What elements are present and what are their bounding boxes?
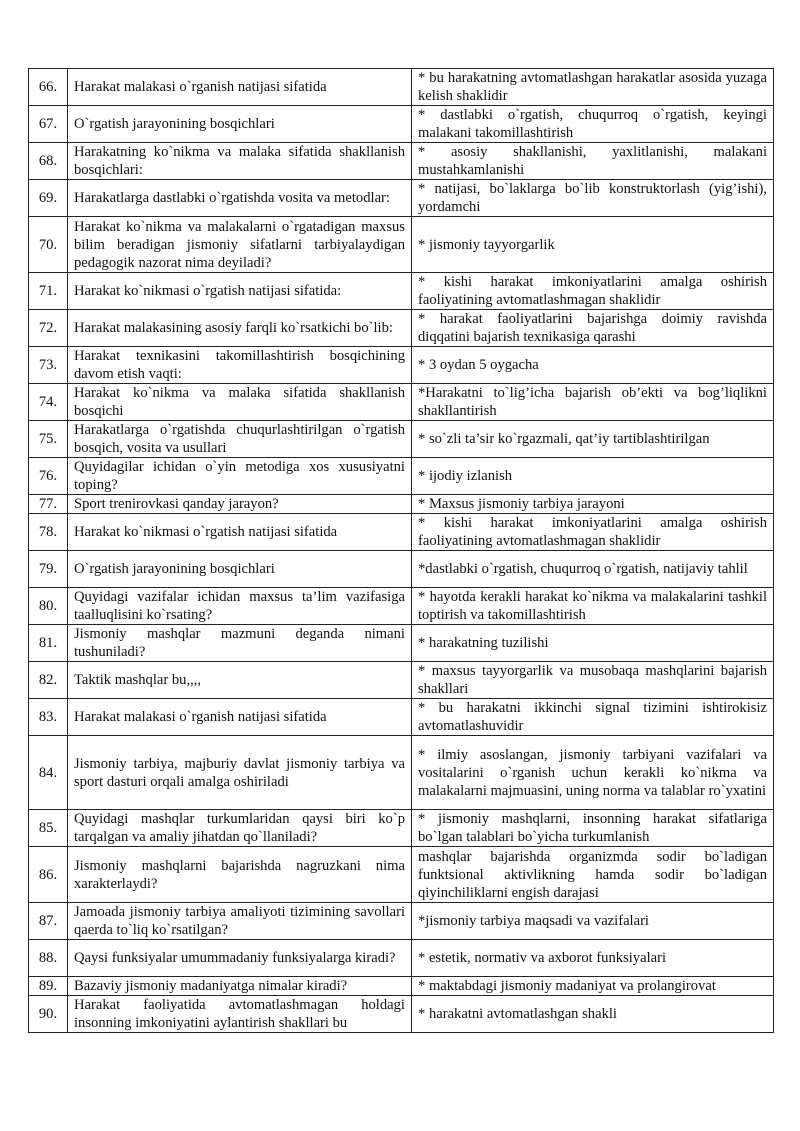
table-row — [29, 940, 774, 977]
question-cell: Harakat ko`nikmasi o`rgatish natijasi sifatida — [68, 514, 412, 551]
row-number: 73. — [29, 347, 68, 384]
question-cell: Harakatning ko`nikma va malaka sifatida shakllanish bosqichlari: — [68, 143, 412, 180]
table-row — [29, 551, 774, 588]
row-number: 71. — [29, 273, 68, 310]
answer-cell: * kishi harakat imkoniyatlarini amalga oshirish faoliyatining avtomatlashmagan shaklidir — [412, 514, 774, 551]
table-body — [29, 69, 774, 1033]
answer-cell: * maktabdagi jismoniy madaniyat va prolangirovat — [412, 977, 774, 996]
question-cell: Harakat malakasining asosiy farqli ko`rsatkichi bo`lib: — [68, 310, 412, 347]
answer-cell: * hayotda kerakli harakat ko`nikma va malakalarini tashkil toptirish va takomillashtirish — [412, 588, 774, 625]
row-number: 70. — [29, 217, 68, 273]
row-number: 72. — [29, 310, 68, 347]
question-cell: Jismoniy mashqlarni bajarishda nagruzkani nima xarakterlaydi? — [68, 847, 412, 903]
document-page — [28, 68, 774, 1033]
answer-cell: * natijasi, bo`laklarga bo`lib konstruktorlash (yig’ishi), yordamchi — [412, 180, 774, 217]
row-number: 81. — [29, 625, 68, 662]
answer-cell: * maxsus tayyorgarlik va musobaqa mashqlarini bajarish shakllari — [412, 662, 774, 699]
row-number: 74. — [29, 384, 68, 421]
row-number: 79. — [29, 551, 68, 588]
answer-cell: * bu harakatni ikkinchi signal tizimini ishtirokisiz avtomatlashuvidir — [412, 699, 774, 736]
table-row — [29, 217, 774, 273]
row-number: 86. — [29, 847, 68, 903]
question-cell: Jismoniy tarbiya, majburiy davlat jismoniy tarbiya va sport dasturi orqali amalga oshiriladi — [68, 736, 412, 810]
table-row — [29, 310, 774, 347]
table-row — [29, 736, 774, 810]
answer-cell: * harakatni avtomatlashgan shakli — [412, 996, 774, 1033]
table-row — [29, 996, 774, 1033]
table-row — [29, 458, 774, 495]
table-row — [29, 625, 774, 662]
answer-cell: *dastlabki o`rgatish, chuqurroq o`rgatish, natijaviy tahlil — [412, 551, 774, 588]
table-row — [29, 699, 774, 736]
row-number: 84. — [29, 736, 68, 810]
row-number: 67. — [29, 106, 68, 143]
table-row — [29, 421, 774, 458]
row-number: 85. — [29, 810, 68, 847]
table-row — [29, 347, 774, 384]
answer-cell: * asosiy shakllanishi, yaxlitlanishi, malakani mustahkamlanishi — [412, 143, 774, 180]
question-cell: Bazaviy jismoniy madaniyatga nimalar kiradi? — [68, 977, 412, 996]
table-row — [29, 588, 774, 625]
row-number: 83. — [29, 699, 68, 736]
table-row — [29, 69, 774, 106]
question-cell: Harakat malakasi o`rganish natijasi sifatida — [68, 699, 412, 736]
row-number: 88. — [29, 940, 68, 977]
table-row — [29, 810, 774, 847]
answer-cell: * jismoniy tayyorgarlik — [412, 217, 774, 273]
answer-cell: *jismoniy tarbiya maqsadi va vazifalari — [412, 903, 774, 940]
row-number: 80. — [29, 588, 68, 625]
answer-cell: * harakatning tuzilishi — [412, 625, 774, 662]
table-row — [29, 106, 774, 143]
row-number: 78. — [29, 514, 68, 551]
question-cell: Harakat texnikasini takomillashtirish bosqichining davom etish vaqti: — [68, 347, 412, 384]
row-number: 90. — [29, 996, 68, 1033]
answer-cell: * ijodiy izlanish — [412, 458, 774, 495]
question-cell: Jamoada jismoniy tarbiya amaliyoti tizimining savollari qaerda to`liq ko`rsatilgan? — [68, 903, 412, 940]
question-cell: Qaysi funksiyalar umummadaniy funksiyalarga kiradi? — [68, 940, 412, 977]
table-row — [29, 143, 774, 180]
table-row — [29, 273, 774, 310]
row-number: 82. — [29, 662, 68, 699]
question-cell: Quyidagilar ichidan o`yin metodiga xos xususiyatni toping? — [68, 458, 412, 495]
question-cell: Harakatlarga dastlabki o`rgatishda vosita va metodlar: — [68, 180, 412, 217]
row-number: 66. — [29, 69, 68, 106]
question-cell: Harakat faoliyatida avtomatlashmagan holdagi insonning imkoniyatini aylantirish shakllari bu — [68, 996, 412, 1033]
question-cell: Harakat malakasi o`rganish natijasi sifatida — [68, 69, 412, 106]
table-row — [29, 977, 774, 996]
answer-cell: mashqlar bajarishda organizmda sodir bo`ladigan funktsional aktivlikning hamda sodir bo`ladigan qiyinchiliklarni engish darajasi — [412, 847, 774, 903]
row-number: 75. — [29, 421, 68, 458]
answer-cell: * jismoniy mashqlarni, insonning harakat sifatlariga bo`lgan talablari bo`yicha turkumlanish — [412, 810, 774, 847]
answer-cell: *Harakatni to`lig’icha bajarish ob’ekti va bog’liqlikni shakllantirish — [412, 384, 774, 421]
table-row — [29, 495, 774, 514]
table-row — [29, 847, 774, 903]
question-cell: Harakatlarga o`rgatishda chuqurlashtirilgan o`rgatish bosqich, vosita va usullari — [68, 421, 412, 458]
question-cell: O`rgatish jarayonining bosqichlari — [68, 106, 412, 143]
answer-cell: * so`zli ta’sir ko`rgazmali, qat’iy tartiblashtirilgan — [412, 421, 774, 458]
question-cell: Quyidagi vazifalar ichidan maxsus ta’lim vazifasiga taalluqlisini ko`rsating? — [68, 588, 412, 625]
answer-cell: * ilmiy asoslangan, jismoniy tarbiyani vazifalari va vositalarini o`rganish uchun kerakli ko`nikma va malakalarni majmuasini, uning norma va talablar ro`yxatini — [412, 736, 774, 810]
question-answer-table — [28, 68, 774, 1033]
row-number: 87. — [29, 903, 68, 940]
question-cell: Harakat ko`nikmasi o`rgatish natijasi sifatida: — [68, 273, 412, 310]
answer-cell: * harakat faoliyatlarini bajarishga doimiy ravishda diqqatini bajarish texnikasiga qarashi — [412, 310, 774, 347]
table-row — [29, 384, 774, 421]
answer-cell: * 3 oydan 5 oygacha — [412, 347, 774, 384]
question-cell: Harakat ko`nikma va malaka sifatida shakllanish bosqichi — [68, 384, 412, 421]
row-number: 69. — [29, 180, 68, 217]
question-cell: Jismoniy mashqlar mazmuni deganda nimani tushuniladi? — [68, 625, 412, 662]
table-row — [29, 662, 774, 699]
question-cell: Harakat ko`nikma va malakalarni o`rgatadigan maxsus bilim beradigan jismoniy sifatlarni tarbiyalaydigan pedagogik nazorat nima deyiladi? — [68, 217, 412, 273]
question-cell: Sport trenirovkasi qanday jarayon? — [68, 495, 412, 514]
question-cell: Taktik mashqlar bu,,,, — [68, 662, 412, 699]
question-cell: O`rgatish jarayonining bosqichlari — [68, 551, 412, 588]
table-row — [29, 903, 774, 940]
answer-cell: * kishi harakat imkoniyatlarini amalga oshirish faoliyatining avtomatlashmagan shaklidir — [412, 273, 774, 310]
answer-cell: * bu harakatning avtomatlashgan harakatlar asosida yuzaga kelish shaklidir — [412, 69, 774, 106]
table-row — [29, 514, 774, 551]
row-number: 68. — [29, 143, 68, 180]
row-number: 76. — [29, 458, 68, 495]
answer-cell: * estetik, normativ va axborot funksiyalari — [412, 940, 774, 977]
row-number: 77. — [29, 495, 68, 514]
answer-cell: * dastlabki o`rgatish, chuqurroq o`rgatish, keyingi malakani takomillashtirish — [412, 106, 774, 143]
answer-cell: * Maxsus jismoniy tarbiya jarayoni — [412, 495, 774, 514]
row-number: 89. — [29, 977, 68, 996]
question-cell: Quyidagi mashqlar turkumlaridan qaysi biri ko`p tarqalgan va amaliy jihatdan qo`llaniladi? — [68, 810, 412, 847]
table-row — [29, 180, 774, 217]
